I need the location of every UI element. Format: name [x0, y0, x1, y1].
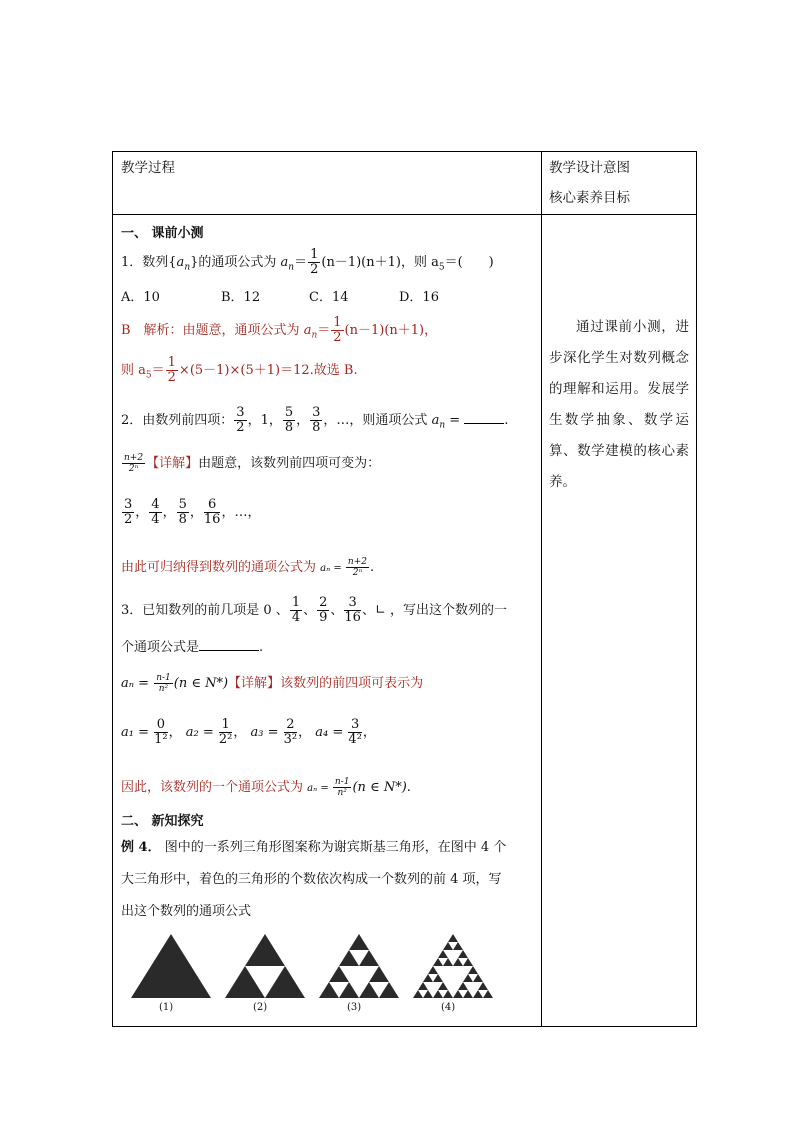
fraction: $\frac{5}{8}$	[178, 497, 187, 527]
answer-3-detail: aₙ = $\frac{n-1}{\text{n²}}$ (n ∈ N*)【详解】该数列的前四项可表示为	[121, 673, 424, 694]
answer-2-terms: $\frac{3}{2}$ ， $\frac{4}{4}$ ， $\frac{5}{8}$ ， $\frac{6}{16}$ ，…，	[124, 497, 261, 527]
answer-3-terms: a₁ = $\frac{0}{\text{1²}}$ ， a₂ = $\frac{1}{\text{2²}}$ ， a₃ = $\frac{2}{\text{3²}}$ ， a₄ = $\frac{3}{\text{4²}}$ ，	[121, 717, 376, 747]
fraction: $\frac{n-1}{\text{n²}}$	[156, 673, 171, 694]
answer-2-detail: $\frac{n+2}{\text{2ⁿ}}$ 【详解】由题意，该数列前四项可变为：	[124, 453, 381, 474]
detail-tag: 【详解】	[228, 676, 281, 691]
option-d: D．16	[399, 290, 439, 305]
fraction: $\frac{1}{2}$	[310, 247, 319, 277]
answer-3-conclusion: 因此，该数列的一个通项公式为 aₙ = $\frac{n-1}{\text{n²}}$ (n ∈ N*).	[121, 777, 411, 798]
caption-3: (3)	[347, 1002, 362, 1013]
fraction: $\frac{n-1}{\text{n²}}$	[334, 777, 350, 798]
fraction: $\frac{n+2}{\text{2ⁿ}}$	[347, 557, 367, 578]
sierpinski-triangle-4	[411, 932, 495, 1000]
question-3-line1: 3．已知数列的前几项是 0 、 $\frac{1}{4}$ 、 $\frac{2}{9}$ 、 $\frac{3}{16}$ 、∟ ，写出这个数列的一	[121, 595, 507, 625]
section1-title: 一、 课前小测	[121, 226, 204, 241]
fraction: $\frac{3}{8}$	[312, 405, 321, 435]
answer-2-conclusion: 由此可归纳得到数列的通项公式为 aₙ = $\frac{n+2}{\text{2ⁿ}}$ .	[121, 557, 375, 578]
caption-1: (1)	[159, 1002, 174, 1013]
sierpinski-triangle-3	[317, 932, 401, 1000]
fraction: $\frac{3}{2}$	[124, 497, 133, 527]
header-divider	[113, 214, 696, 215]
answer-blank	[199, 650, 259, 651]
fraction: $\frac{5}{8}$	[284, 405, 294, 435]
fraction: $\frac{2}{9}$	[319, 595, 328, 625]
fraction: $\frac{2}{\text{3²}}$	[283, 717, 298, 747]
fraction: $\frac{1}{\text{2²}}$	[218, 717, 233, 747]
question-2: 2．由数列前四项： $\frac{3}{2}$ ，1， $\frac{5}{8}$ ， $\frac{3}{8}$ ，…，则通项公式 $a_n$ = .	[121, 405, 509, 435]
fraction: $\frac{4}{4}$	[151, 497, 160, 527]
sierpinski-triangle-1	[129, 932, 213, 1000]
fraction: $\frac{6}{16}$	[203, 497, 221, 527]
example-4-line1: 例 4． 图中的一系列三角形图案称为谢宾斯基三角形，在图中 4 个	[121, 840, 507, 855]
fraction: $\frac{3}{\text{4²}}$	[348, 717, 362, 747]
header-design-intent-line1: 教学设计意图	[549, 160, 630, 176]
example-4-line3: 出这个数列的通项公式	[121, 904, 252, 919]
fraction: $\frac{n+2}{\text{2ⁿ}}$	[124, 453, 144, 474]
design-intent-text: 通过课前小测，进步深化学生对数列概念的理解和运用。发展学生数学抽象、数学运算、数学建模的核心素养。	[549, 319, 689, 490]
answer-1-line2: 则 $a_5=$ $\frac{1}{2}$ ×(5－1)×(5＋1)＝12.故选 B.	[121, 355, 358, 385]
option-b: B．12	[221, 290, 261, 305]
question-3-line2: 个通项公式是 .	[121, 640, 264, 655]
example-4-line2: 大三角形中，着色的三角形的个数依次构成一个数列的前 4 项，写	[121, 872, 502, 887]
answer-blank	[464, 423, 504, 424]
answer-1-line1: B 解析：由题意，通项公式为 $a_n=$ $\frac{1}{2}$ (n－1)(n＋1)，	[121, 315, 438, 345]
header-design-intent	[549, 153, 630, 213]
fraction: $\frac{1}{2}$	[167, 355, 176, 385]
question-1: 1．数列$\{a_n\}$的通项公式为 $a_n=$ $\frac{1}{2}$ (n－1)(n＋1)，则 $a_5=$( )	[121, 247, 494, 277]
lesson-table	[112, 151, 697, 1027]
option-c: C．14	[309, 290, 349, 305]
fraction: $\frac{1}{4}$	[291, 595, 301, 625]
section2-title: 二、 新知探究	[121, 814, 204, 829]
caption-4: (4)	[441, 1002, 456, 1013]
sierpinski-triangle-2	[223, 932, 307, 1000]
fraction: $\frac{3}{16}$	[344, 595, 361, 625]
column-divider	[541, 152, 542, 1026]
detail-tag: 【详解】	[146, 456, 199, 471]
header-design-intent-line2: 核心素养目标	[549, 190, 630, 206]
fraction: $\frac{0}{\text{1²}}$	[154, 717, 168, 747]
fraction: $\frac{1}{2}$	[333, 315, 342, 345]
fraction: $\frac{3}{2}$	[236, 405, 245, 435]
option-a: A．10	[121, 290, 160, 305]
sierpinski-figure	[129, 932, 509, 1022]
caption-2: (2)	[253, 1002, 268, 1013]
header-teaching-process: 教学过程	[121, 160, 175, 176]
